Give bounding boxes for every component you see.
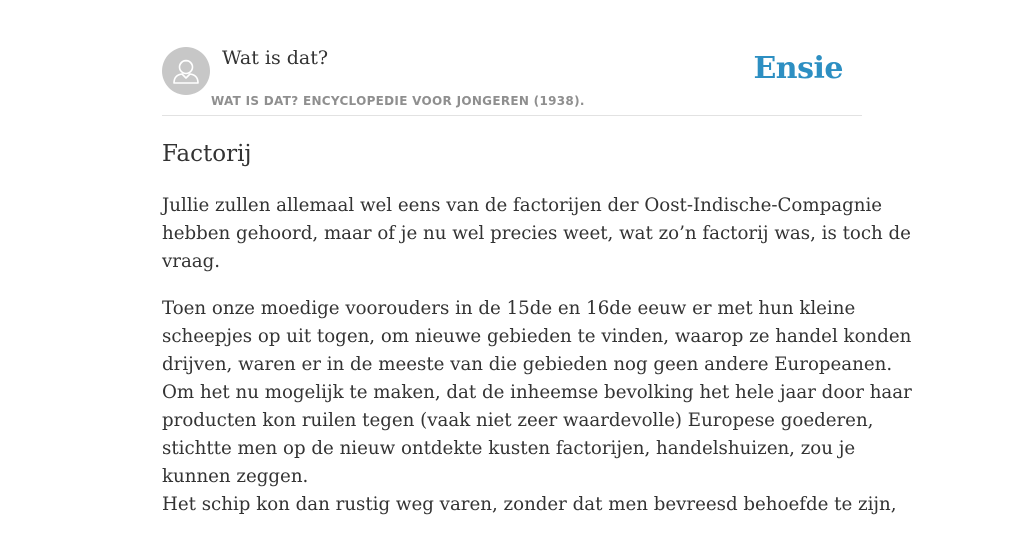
paragraph-line: Toen onze moedige voorouders in de 15de en 16de eeuw er met hun kleine	[162, 298, 856, 319]
paragraph-line: hebben gehoord, maar of je nu wel precies weet, wat zo’n factorij was, is toch de	[162, 223, 911, 244]
paragraph-line: Het schip kon dan rustig weg varen, zonder dat men bevreesd behoefde te zijn,	[162, 494, 897, 515]
source-subtitle[interactable]: WAT IS DAT? ENCYCLOPEDIE VOOR JONGEREN (1938).	[211, 94, 585, 108]
paragraph-line: drijven, waren er in de meeste van die gebieden nog geen andere Europeanen.	[162, 354, 893, 375]
source-title[interactable]: Wat is dat?	[222, 47, 329, 69]
paragraph-line: vraag.	[162, 251, 221, 272]
paragraph-line: producten kon ruilen tegen (vaak niet zeer waardevolle) Europese goederen,	[162, 410, 874, 431]
brand-logo[interactable]: Ensie	[753, 51, 843, 86]
user-icon[interactable]	[162, 47, 210, 95]
page-container	[162, 0, 912, 515]
paragraph-line: scheepjes op uit togen, om nieuwe gebieden te vinden, waarop ze handel konden	[162, 326, 912, 347]
source-header	[162, 0, 862, 116]
paragraph-1	[162, 192, 911, 276]
paragraph-line: stichtte men op de nieuw ontdekte kusten factorijen, handelshuizen, zou je	[162, 438, 856, 459]
paragraph-line: Jullie zullen allemaal wel eens van de factorijen der Oost-Indische-Compagnie	[162, 195, 883, 216]
paragraph-line: Om het nu mogelijk te maken, dat de inheemse bevolking het hele jaar door haar	[162, 382, 912, 403]
article-title: Factorij	[162, 141, 252, 167]
article-body	[162, 192, 912, 538]
paragraph-2	[162, 295, 912, 519]
paragraph-line: kunnen zeggen.	[162, 466, 309, 487]
